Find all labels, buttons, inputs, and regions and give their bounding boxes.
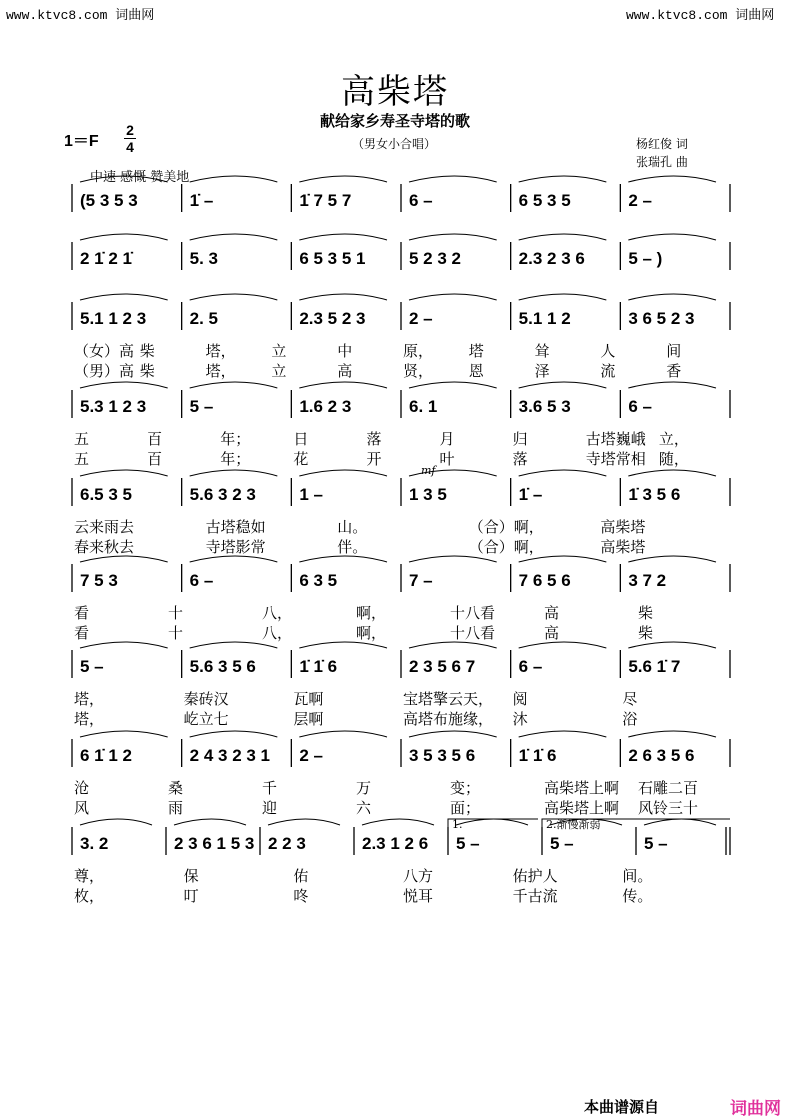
lyric-syllable: 高	[544, 624, 560, 642]
volta-label-2: 2.渐慢渐弱	[546, 818, 601, 831]
lyric-syllable: 归	[512, 430, 528, 448]
slur	[299, 382, 387, 388]
meter-bottom: 4	[126, 139, 134, 155]
slur	[190, 294, 278, 300]
slur	[409, 234, 497, 240]
slur	[519, 176, 607, 182]
lyric-syllable: 塔，	[74, 690, 105, 708]
lyric-syllable: 浴	[622, 710, 638, 728]
lyric-syllable: 风	[74, 799, 90, 817]
lyric-syllable: （女）高	[74, 342, 135, 360]
lyric-syllable: 十	[168, 624, 184, 642]
slur	[80, 470, 168, 476]
lyric-syllable: 塔，	[205, 362, 236, 380]
measure-notes: 6. 1	[409, 397, 438, 416]
lyric-syllable: 保	[183, 867, 199, 885]
measure-notes: 5.6 3 2 3	[189, 485, 256, 504]
lyric-syllable: 层啊	[293, 710, 324, 728]
measure-notes: 7 6 5 6	[518, 571, 571, 590]
slur	[456, 819, 528, 825]
slur	[190, 382, 278, 388]
slur	[628, 556, 716, 562]
measure-notes: 5 2 3 2	[409, 249, 461, 268]
measure-notes: 1̇ 1̇ 6	[299, 657, 338, 676]
lyric-syllable: 立，	[658, 430, 689, 448]
slur	[409, 556, 497, 562]
lyric-syllable: （合）啊，	[468, 518, 544, 536]
measure-notes: 5.3 1 2 3	[80, 397, 147, 416]
slur	[299, 176, 387, 182]
measure-notes: 2.3 5 2 3	[299, 309, 366, 328]
slur	[519, 470, 607, 476]
lyric-syllable: 随，	[658, 450, 689, 468]
slur	[409, 294, 497, 300]
measure-notes: 5 –	[189, 397, 214, 416]
measure-notes: 2 –	[299, 746, 323, 765]
footer-source-text: 本曲谱源自	[584, 1099, 660, 1116]
lyric-syllable: 八，	[262, 624, 293, 642]
measure-notes: 2 –	[628, 191, 652, 210]
lyric-syllable: 立	[271, 342, 287, 360]
slur	[628, 731, 716, 737]
measure-notes: 1̇ 3 5 6	[628, 485, 681, 504]
slur	[519, 642, 607, 648]
measure-notes: 5 –	[80, 657, 104, 676]
slur	[628, 234, 716, 240]
lyric-syllable: 宝塔擎云天，	[403, 690, 494, 708]
slur	[80, 382, 168, 388]
lyric-syllable: 十	[168, 604, 184, 622]
slur	[190, 470, 278, 476]
slur	[299, 556, 387, 562]
lyric-syllable: 尽	[622, 690, 638, 708]
watermark-left: www.ktvc8.com 词曲网	[6, 8, 155, 23]
measure-notes: (5 3 5 3	[80, 191, 138, 210]
measure-notes: 1̇ 1̇ 6	[518, 746, 557, 765]
measure-notes: 7 –	[409, 571, 433, 590]
lyric-syllable: 变；	[450, 779, 481, 797]
lyric-syllable: 石雕二百	[638, 779, 699, 797]
slur	[362, 819, 434, 825]
lyric-syllable: 古塔稳如	[205, 518, 266, 536]
lyric-syllable: 高	[337, 362, 353, 380]
lyric-syllable: 五	[74, 430, 90, 448]
lyric-syllable: 贤，	[403, 362, 434, 380]
measure-notes: 5 –	[644, 834, 668, 853]
lyric-syllable: 高	[544, 604, 560, 622]
measure-notes: 5. 3	[189, 249, 219, 268]
lyric-syllable: 十八看	[450, 604, 496, 622]
lyric-syllable: 落	[366, 430, 382, 448]
lyric-syllable: 寺塔影常	[205, 538, 266, 556]
lyric-syllable: 五	[74, 450, 90, 468]
measure-notes: 5.1 1 2	[518, 309, 571, 328]
lyric-syllable: 香	[666, 362, 682, 380]
lyric-syllable: 塔，	[74, 710, 105, 728]
measure-notes: 6 3 5	[299, 571, 338, 590]
lyric-syllable: 看	[74, 624, 90, 642]
measure-notes: 5 – )	[628, 249, 663, 268]
slur	[644, 819, 716, 825]
slur	[409, 642, 497, 648]
slur	[519, 382, 607, 388]
measure-notes: 2.3 2 3 6	[518, 249, 585, 268]
measure-notes: 5 –	[456, 834, 480, 853]
lyric-syllable: 秦砖汉	[183, 690, 229, 708]
lyric-syllable: 迎	[262, 799, 278, 817]
measure-notes: 6 –	[628, 397, 652, 416]
measure-notes: 6 –	[518, 657, 543, 676]
lyric-syllable: 看	[74, 604, 90, 622]
slur	[299, 470, 387, 476]
slur	[80, 819, 152, 825]
lyric-syllable: 佑护人	[512, 867, 558, 885]
measure-notes: 5.6 1̇ 7	[628, 657, 681, 676]
lyric-syllable: 恩	[468, 362, 484, 380]
lyric-syllable: 年；	[220, 430, 251, 448]
volta-label-1: 1.	[452, 818, 463, 831]
slur	[80, 234, 168, 240]
lyric-syllable: 花	[293, 450, 309, 468]
lyric-syllable: 伴。	[337, 538, 368, 556]
measure-notes: 6 5 3 5 1	[299, 249, 366, 268]
lyric-syllable: 枚，	[74, 887, 105, 905]
slur	[190, 556, 278, 562]
slur	[519, 731, 607, 737]
lyric-syllable: 佑	[293, 867, 309, 885]
lyric-syllable: 风铃三十	[638, 799, 699, 817]
measure-notes: 3.6 5 3	[518, 397, 571, 416]
measure-notes: 1̇ –	[189, 191, 214, 210]
slur	[299, 642, 387, 648]
measure-notes: 1.6 2 3	[299, 397, 352, 416]
lyric-syllable: 立	[271, 362, 287, 380]
slur	[409, 176, 497, 182]
measure-notes: 3 5 3 5 6	[409, 746, 476, 765]
lyric-syllable: 雨	[168, 799, 184, 817]
lyric-syllable: 阅	[512, 690, 528, 708]
lyric-syllable: 八，	[262, 604, 293, 622]
lyric-syllable: 面；	[450, 799, 481, 817]
slur	[299, 731, 387, 737]
watermark-right: www.ktvc8.com 词曲网	[626, 8, 775, 23]
slur	[628, 382, 716, 388]
measure-notes: 1̇ –	[518, 485, 543, 504]
measure-notes: 1̇ 7 5 7	[299, 191, 352, 210]
measure-notes: 2. 5	[189, 309, 219, 328]
lyric-syllable: 沐	[512, 710, 528, 728]
lyric-syllable: 万	[356, 779, 372, 797]
slur	[80, 642, 168, 648]
slur	[268, 819, 340, 825]
slur	[409, 731, 497, 737]
lyric-syllable: 啊，	[356, 624, 387, 642]
measure-notes: 2 1̇ 2 1̇	[80, 249, 132, 268]
slur	[409, 382, 497, 388]
lyric-syllable: 柴	[139, 342, 155, 360]
slur	[80, 176, 168, 182]
measure-notes: 5.6 3 5 6	[189, 657, 256, 676]
lyric-syllable: 十八看	[450, 624, 496, 642]
lyric-syllable: 间	[666, 342, 682, 360]
lyric-syllable: 日	[293, 430, 309, 448]
lyric-syllable: 千古流	[512, 887, 558, 905]
measure-notes: 3. 2	[80, 834, 109, 853]
meter-top: 2	[126, 122, 134, 138]
lyric-syllable: 高柴塔上啊	[544, 779, 620, 797]
lyric-syllable: 叮	[183, 887, 199, 905]
lyric-syllable: 柴	[139, 362, 155, 380]
song-title: 高柴塔	[341, 72, 449, 112]
measure-notes: 6 1̇ 1 2	[80, 746, 132, 765]
lyric-syllable: 百	[147, 450, 163, 468]
slur	[80, 731, 168, 737]
measure-notes: 2 6 3 5 6	[628, 746, 695, 765]
slur	[299, 294, 387, 300]
composer-credit: 张瑞孔 曲	[636, 155, 688, 169]
dynamic-marking: mf	[421, 464, 436, 477]
lyric-syllable: 尊，	[74, 867, 105, 885]
lyric-syllable: 流	[600, 362, 616, 380]
song-subtitle: 献给家乡寿圣寺塔的歌	[319, 112, 470, 130]
lyric-syllable: 耸	[534, 342, 550, 360]
lyric-syllable: 寺塔常相	[585, 450, 646, 468]
measure-notes: 6 5 3 5	[518, 191, 571, 210]
lyric-syllable: 古塔巍峨	[585, 430, 646, 448]
lyric-syllable: 咚	[293, 887, 309, 905]
lyric-syllable: 柴	[638, 604, 654, 622]
measure-notes: 7 5 3	[80, 571, 118, 590]
lyric-syllable: 屹立七	[183, 710, 229, 728]
measure-notes: 2.3 1 2 6	[362, 834, 429, 853]
lyric-syllable: 开	[366, 450, 382, 468]
slur	[299, 234, 387, 240]
performer-note: （男女小合唱）	[352, 137, 437, 151]
measure-notes: 6.5 3 5	[80, 485, 132, 504]
lyric-syllable: 云来雨去	[74, 518, 135, 536]
measure-notes: 1 –	[299, 485, 323, 504]
measure-notes: 3 6 5 2 3	[628, 309, 695, 328]
measure-notes: 2 3 6 1 5 3	[174, 834, 255, 853]
lyric-syllable: 人	[600, 342, 616, 360]
lyric-syllable: 月	[439, 430, 455, 448]
measure-notes: 6 –	[189, 571, 214, 590]
slur	[519, 234, 607, 240]
slur	[190, 731, 278, 737]
lyric-syllable: 瓦啊	[293, 690, 324, 708]
key-signature: 1＝F	[64, 133, 99, 150]
lyric-syllable: 沧	[74, 779, 90, 797]
tempo-marking: 中速 感慨 赞美地	[90, 170, 190, 185]
lyricist-credit: 杨红俊 词	[636, 137, 688, 151]
lyric-syllable: 高柴塔上啊	[544, 799, 620, 817]
lyric-syllable: 落	[512, 450, 528, 468]
measure-notes: 5.1 1 2 3	[80, 309, 147, 328]
lyric-syllable: 泽	[534, 362, 550, 380]
lyric-syllable: 高柴塔	[600, 538, 646, 556]
lyric-syllable: 悦耳	[403, 887, 434, 905]
slur	[628, 470, 716, 476]
lyric-syllable: 塔	[468, 342, 484, 360]
slur	[80, 556, 168, 562]
lyric-syllable: 原，	[403, 342, 434, 360]
lyric-syllable: 叶	[439, 450, 455, 468]
slur	[190, 176, 278, 182]
slur	[628, 294, 716, 300]
slur	[80, 294, 168, 300]
slur	[190, 234, 278, 240]
slur	[519, 294, 607, 300]
lyric-syllable: 八方	[403, 867, 434, 885]
lyric-syllable: 高柴塔	[600, 518, 646, 536]
measure-notes: 2 –	[409, 309, 433, 328]
slur	[519, 556, 607, 562]
lyric-syllable: 高塔布施缘，	[403, 710, 494, 728]
slur	[174, 819, 246, 825]
measure-notes: 6 –	[409, 191, 433, 210]
footer-logo: 词曲网	[730, 1099, 781, 1118]
measure-notes: 1 3 5	[409, 485, 447, 504]
lyric-syllable: 六	[356, 799, 372, 817]
lyric-syllable: 春来秋去	[74, 538, 135, 556]
measure-notes: 3 7 2	[628, 571, 667, 590]
lyric-syllable: 桑	[168, 779, 184, 797]
lyric-syllable: 传。	[622, 887, 653, 905]
lyric-syllable: 啊，	[356, 604, 387, 622]
lyric-syllable: 塔，	[205, 342, 236, 360]
lyric-syllable: 柴	[638, 624, 654, 642]
slur	[190, 642, 278, 648]
lyric-syllable: 百	[147, 430, 163, 448]
measure-notes: 2 3 5 6 7	[409, 657, 476, 676]
lyric-syllable: 山。	[337, 518, 368, 536]
slur	[628, 642, 716, 648]
slur	[628, 176, 716, 182]
measure-notes: 5 –	[550, 834, 574, 853]
lyric-syllable: 中	[337, 342, 353, 360]
lyric-syllable: （合）啊，	[468, 538, 544, 556]
measure-notes: 2 2 3	[268, 834, 306, 853]
lyric-syllable: 千	[262, 779, 278, 797]
lyric-syllable: 年；	[220, 450, 251, 468]
lyric-syllable: 间。	[622, 867, 653, 885]
lyric-syllable: （男）高	[74, 362, 135, 380]
measure-notes: 2 4 3 2 3 1	[189, 746, 271, 765]
